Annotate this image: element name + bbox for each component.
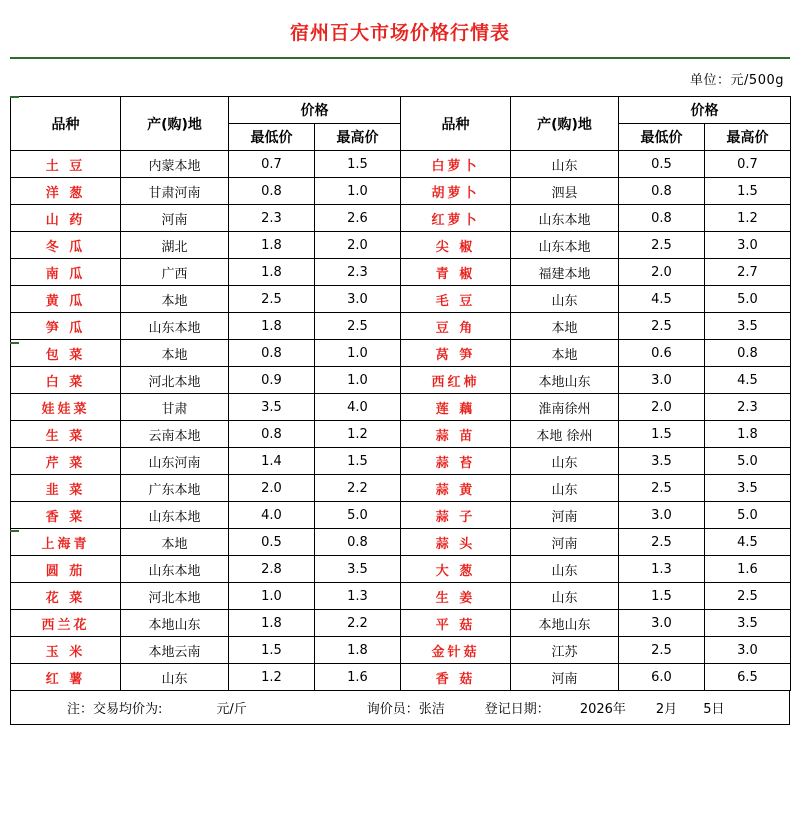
variety-name: 蒜 头 bbox=[401, 529, 511, 556]
table-row bbox=[11, 502, 791, 529]
header-price-left: 价格 bbox=[229, 97, 401, 124]
variety-name: 莲 藕 bbox=[401, 394, 511, 421]
price-low: 2.5 bbox=[619, 637, 705, 664]
variety-origin: 广东本地 bbox=[121, 475, 229, 502]
table-row bbox=[11, 475, 791, 502]
price-high: 1.2 bbox=[705, 205, 791, 232]
header-high-left: 最高价 bbox=[315, 124, 401, 151]
price-low: 0.5 bbox=[229, 529, 315, 556]
price-low: 1.4 bbox=[229, 448, 315, 475]
price-high: 4.5 bbox=[705, 529, 791, 556]
price-high: 3.5 bbox=[315, 556, 401, 583]
price-low: 6.0 bbox=[619, 664, 705, 691]
price-low: 0.6 bbox=[619, 340, 705, 367]
table-row bbox=[11, 421, 791, 448]
table-row bbox=[11, 610, 791, 637]
variety-origin: 内蒙本地 bbox=[121, 151, 229, 178]
variety-origin: 湖北 bbox=[121, 232, 229, 259]
price-high: 2.7 bbox=[705, 259, 791, 286]
price-low: 0.8 bbox=[619, 178, 705, 205]
price-low: 3.5 bbox=[229, 394, 315, 421]
table-row bbox=[11, 637, 791, 664]
price-high: 4.0 bbox=[315, 394, 401, 421]
price-low: 1.8 bbox=[229, 259, 315, 286]
table-body bbox=[11, 151, 791, 691]
variety-origin: 河南 bbox=[121, 205, 229, 232]
table-footer bbox=[10, 691, 790, 725]
price-high: 2.2 bbox=[315, 475, 401, 502]
variety-name: 青 椒 bbox=[401, 259, 511, 286]
price-low: 1.8 bbox=[229, 313, 315, 340]
variety-origin: 山东 bbox=[121, 664, 229, 691]
price-high: 2.5 bbox=[315, 313, 401, 340]
header-variety-right: 品种 bbox=[401, 97, 511, 151]
variety-origin: 河南 bbox=[511, 502, 619, 529]
variety-name: 花 菜 bbox=[11, 583, 121, 610]
variety-origin: 本地 bbox=[511, 313, 619, 340]
variety-name: 芹 菜 bbox=[11, 448, 121, 475]
table-row bbox=[11, 394, 791, 421]
price-low: 1.5 bbox=[619, 583, 705, 610]
price-low: 2.0 bbox=[619, 259, 705, 286]
decoration-tick-lower bbox=[10, 530, 19, 532]
table-row bbox=[11, 367, 791, 394]
table-row bbox=[11, 286, 791, 313]
variety-origin: 山东 bbox=[511, 448, 619, 475]
variety-name: 洋 葱 bbox=[11, 178, 121, 205]
variety-name: 蒜 黄 bbox=[401, 475, 511, 502]
variety-name: 黄 瓜 bbox=[11, 286, 121, 313]
price-low: 0.7 bbox=[229, 151, 315, 178]
price-high: 1.0 bbox=[315, 367, 401, 394]
price-high: 1.0 bbox=[315, 178, 401, 205]
table-row bbox=[11, 313, 791, 340]
price-high: 4.5 bbox=[705, 367, 791, 394]
variety-origin: 山东 bbox=[511, 286, 619, 313]
table-row bbox=[11, 232, 791, 259]
title-divider bbox=[10, 57, 790, 59]
variety-name: 白萝卜 bbox=[401, 151, 511, 178]
price-high: 2.6 bbox=[315, 205, 401, 232]
price-low: 2.5 bbox=[619, 232, 705, 259]
price-low: 1.8 bbox=[229, 610, 315, 637]
average-price-unit: 元/斤 bbox=[216, 702, 247, 717]
registration-date-label: 登记日期： bbox=[484, 702, 550, 717]
header-high-right: 最高价 bbox=[705, 124, 791, 151]
price-high: 5.0 bbox=[705, 286, 791, 313]
variety-name: 土 豆 bbox=[11, 151, 121, 178]
variety-origin: 甘肃河南 bbox=[121, 178, 229, 205]
price-high: 3.0 bbox=[705, 232, 791, 259]
price-high: 3.5 bbox=[705, 313, 791, 340]
variety-origin: 本地山东 bbox=[121, 610, 229, 637]
price-low: 4.5 bbox=[619, 286, 705, 313]
registration-year: 2026年 bbox=[579, 702, 626, 717]
variety-origin: 山东本地 bbox=[121, 502, 229, 529]
variety-origin: 山东本地 bbox=[121, 556, 229, 583]
variety-name: 韭 菜 bbox=[11, 475, 121, 502]
header-origin-right: 产(购)地 bbox=[511, 97, 619, 151]
header-origin-left: 产(购)地 bbox=[121, 97, 229, 151]
table-row bbox=[11, 178, 791, 205]
variety-name: 平 菇 bbox=[401, 610, 511, 637]
variety-name: 红 薯 bbox=[11, 664, 121, 691]
variety-origin: 河北本地 bbox=[121, 583, 229, 610]
variety-origin: 云南本地 bbox=[121, 421, 229, 448]
variety-name: 娃娃菜 bbox=[11, 394, 121, 421]
unit-label: 单位：元/500g bbox=[690, 73, 784, 88]
price-high: 5.0 bbox=[705, 502, 791, 529]
variety-name: 香 菇 bbox=[401, 664, 511, 691]
price-low: 1.5 bbox=[229, 637, 315, 664]
price-low: 1.2 bbox=[229, 664, 315, 691]
variety-origin: 广西 bbox=[121, 259, 229, 286]
header-variety-left: 品种 bbox=[11, 97, 121, 151]
price-low: 0.8 bbox=[229, 178, 315, 205]
variety-name: 毛 豆 bbox=[401, 286, 511, 313]
table-row bbox=[11, 556, 791, 583]
header-low-left: 最低价 bbox=[229, 124, 315, 151]
price-low: 0.5 bbox=[619, 151, 705, 178]
variety-name: 胡萝卜 bbox=[401, 178, 511, 205]
variety-name: 西红柿 bbox=[401, 367, 511, 394]
price-high: 2.2 bbox=[315, 610, 401, 637]
price-high: 3.0 bbox=[315, 286, 401, 313]
decoration-tick-top bbox=[10, 96, 19, 98]
variety-name: 红萝卜 bbox=[401, 205, 511, 232]
variety-origin: 本地 徐州 bbox=[511, 421, 619, 448]
price-high: 3.5 bbox=[705, 475, 791, 502]
registration-day: 5日 bbox=[703, 702, 725, 717]
variety-origin: 本地云南 bbox=[121, 637, 229, 664]
price-low: 2.5 bbox=[619, 475, 705, 502]
variety-origin: 本地 bbox=[121, 340, 229, 367]
price-low: 2.5 bbox=[229, 286, 315, 313]
variety-name: 大 葱 bbox=[401, 556, 511, 583]
price-high: 6.5 bbox=[705, 664, 791, 691]
price-high: 0.7 bbox=[705, 151, 791, 178]
price-high: 1.0 bbox=[315, 340, 401, 367]
variety-origin: 泗县 bbox=[511, 178, 619, 205]
average-price-label: 注：交易均价为: bbox=[67, 702, 163, 717]
variety-origin: 山东本地 bbox=[511, 232, 619, 259]
variety-origin: 江苏 bbox=[511, 637, 619, 664]
price-high: 1.8 bbox=[705, 421, 791, 448]
price-low: 1.3 bbox=[619, 556, 705, 583]
variety-name: 蒜 苗 bbox=[401, 421, 511, 448]
price-low: 2.0 bbox=[619, 394, 705, 421]
price-low: 0.9 bbox=[229, 367, 315, 394]
price-table bbox=[10, 96, 791, 691]
variety-name: 圆 茄 bbox=[11, 556, 121, 583]
price-low: 1.8 bbox=[229, 232, 315, 259]
variety-name: 上海青 bbox=[11, 529, 121, 556]
table-row bbox=[11, 259, 791, 286]
price-low: 3.0 bbox=[619, 610, 705, 637]
variety-name: 豆 角 bbox=[401, 313, 511, 340]
variety-origin: 山东 bbox=[511, 583, 619, 610]
variety-origin: 本地山东 bbox=[511, 610, 619, 637]
variety-origin: 山东本地 bbox=[511, 205, 619, 232]
decoration-tick-middle bbox=[10, 342, 19, 344]
variety-name: 西兰花 bbox=[11, 610, 121, 637]
table-row bbox=[11, 529, 791, 556]
price-low: 1.5 bbox=[619, 421, 705, 448]
variety-origin: 本地 bbox=[121, 529, 229, 556]
variety-name: 南 瓜 bbox=[11, 259, 121, 286]
variety-name: 蒜 子 bbox=[401, 502, 511, 529]
table-row bbox=[11, 151, 791, 178]
variety-name: 莴 笋 bbox=[401, 340, 511, 367]
variety-name: 尖 椒 bbox=[401, 232, 511, 259]
price-high: 3.5 bbox=[705, 610, 791, 637]
price-low: 2.3 bbox=[229, 205, 315, 232]
variety-origin: 福建本地 bbox=[511, 259, 619, 286]
price-low: 0.8 bbox=[229, 340, 315, 367]
price-high: 2.5 bbox=[705, 583, 791, 610]
price-high: 5.0 bbox=[705, 448, 791, 475]
price-high: 1.8 bbox=[315, 637, 401, 664]
price-high: 0.8 bbox=[315, 529, 401, 556]
price-high: 1.6 bbox=[315, 664, 401, 691]
variety-name: 山 药 bbox=[11, 205, 121, 232]
table-header bbox=[11, 97, 791, 151]
price-low: 2.0 bbox=[229, 475, 315, 502]
header-price-right: 价格 bbox=[619, 97, 791, 124]
price-high: 1.5 bbox=[315, 448, 401, 475]
variety-name: 玉 米 bbox=[11, 637, 121, 664]
variety-origin: 淮南徐州 bbox=[511, 394, 619, 421]
price-low: 0.8 bbox=[229, 421, 315, 448]
price-low: 3.0 bbox=[619, 367, 705, 394]
price-high: 0.8 bbox=[705, 340, 791, 367]
table-row bbox=[11, 448, 791, 475]
table-row bbox=[11, 583, 791, 610]
variety-name: 包 菜 bbox=[11, 340, 121, 367]
variety-origin: 山东本地 bbox=[121, 313, 229, 340]
price-low: 0.8 bbox=[619, 205, 705, 232]
price-high: 1.6 bbox=[705, 556, 791, 583]
price-high: 2.3 bbox=[315, 259, 401, 286]
inquirer-label: 询价员：张洁 bbox=[366, 702, 445, 717]
table-row bbox=[11, 340, 791, 367]
variety-origin: 河北本地 bbox=[121, 367, 229, 394]
variety-origin: 本地 bbox=[121, 286, 229, 313]
price-low: 2.5 bbox=[619, 313, 705, 340]
variety-origin: 甘肃 bbox=[121, 394, 229, 421]
price-high: 5.0 bbox=[315, 502, 401, 529]
table-row bbox=[11, 664, 791, 691]
price-high: 1.5 bbox=[705, 178, 791, 205]
price-high: 1.5 bbox=[315, 151, 401, 178]
variety-name: 金针菇 bbox=[401, 637, 511, 664]
header-low-right: 最低价 bbox=[619, 124, 705, 151]
variety-name: 冬 瓜 bbox=[11, 232, 121, 259]
price-low: 2.5 bbox=[619, 529, 705, 556]
variety-name: 生 菜 bbox=[11, 421, 121, 448]
variety-origin: 山东河南 bbox=[121, 448, 229, 475]
price-low: 2.8 bbox=[229, 556, 315, 583]
table-row bbox=[11, 205, 791, 232]
variety-origin: 山东 bbox=[511, 475, 619, 502]
variety-name: 笋 瓜 bbox=[11, 313, 121, 340]
variety-origin: 河南 bbox=[511, 529, 619, 556]
price-low: 4.0 bbox=[229, 502, 315, 529]
variety-origin: 本地山东 bbox=[511, 367, 619, 394]
price-high: 2.3 bbox=[705, 394, 791, 421]
page-title: 宿州百大市场价格行情表 bbox=[289, 22, 510, 44]
variety-name: 蒜 苔 bbox=[401, 448, 511, 475]
price-low: 1.0 bbox=[229, 583, 315, 610]
variety-name: 生 姜 bbox=[401, 583, 511, 610]
registration-month: 2月 bbox=[655, 702, 678, 717]
variety-name: 香 菜 bbox=[11, 502, 121, 529]
price-high: 1.3 bbox=[315, 583, 401, 610]
price-high: 1.2 bbox=[315, 421, 401, 448]
price-high: 2.0 bbox=[315, 232, 401, 259]
price-low: 3.0 bbox=[619, 502, 705, 529]
variety-origin: 山东 bbox=[511, 556, 619, 583]
variety-origin: 河南 bbox=[511, 664, 619, 691]
price-high: 3.0 bbox=[705, 637, 791, 664]
price-low: 3.5 bbox=[619, 448, 705, 475]
variety-name: 白 菜 bbox=[11, 367, 121, 394]
variety-origin: 本地 bbox=[511, 340, 619, 367]
variety-origin: 山东 bbox=[511, 151, 619, 178]
